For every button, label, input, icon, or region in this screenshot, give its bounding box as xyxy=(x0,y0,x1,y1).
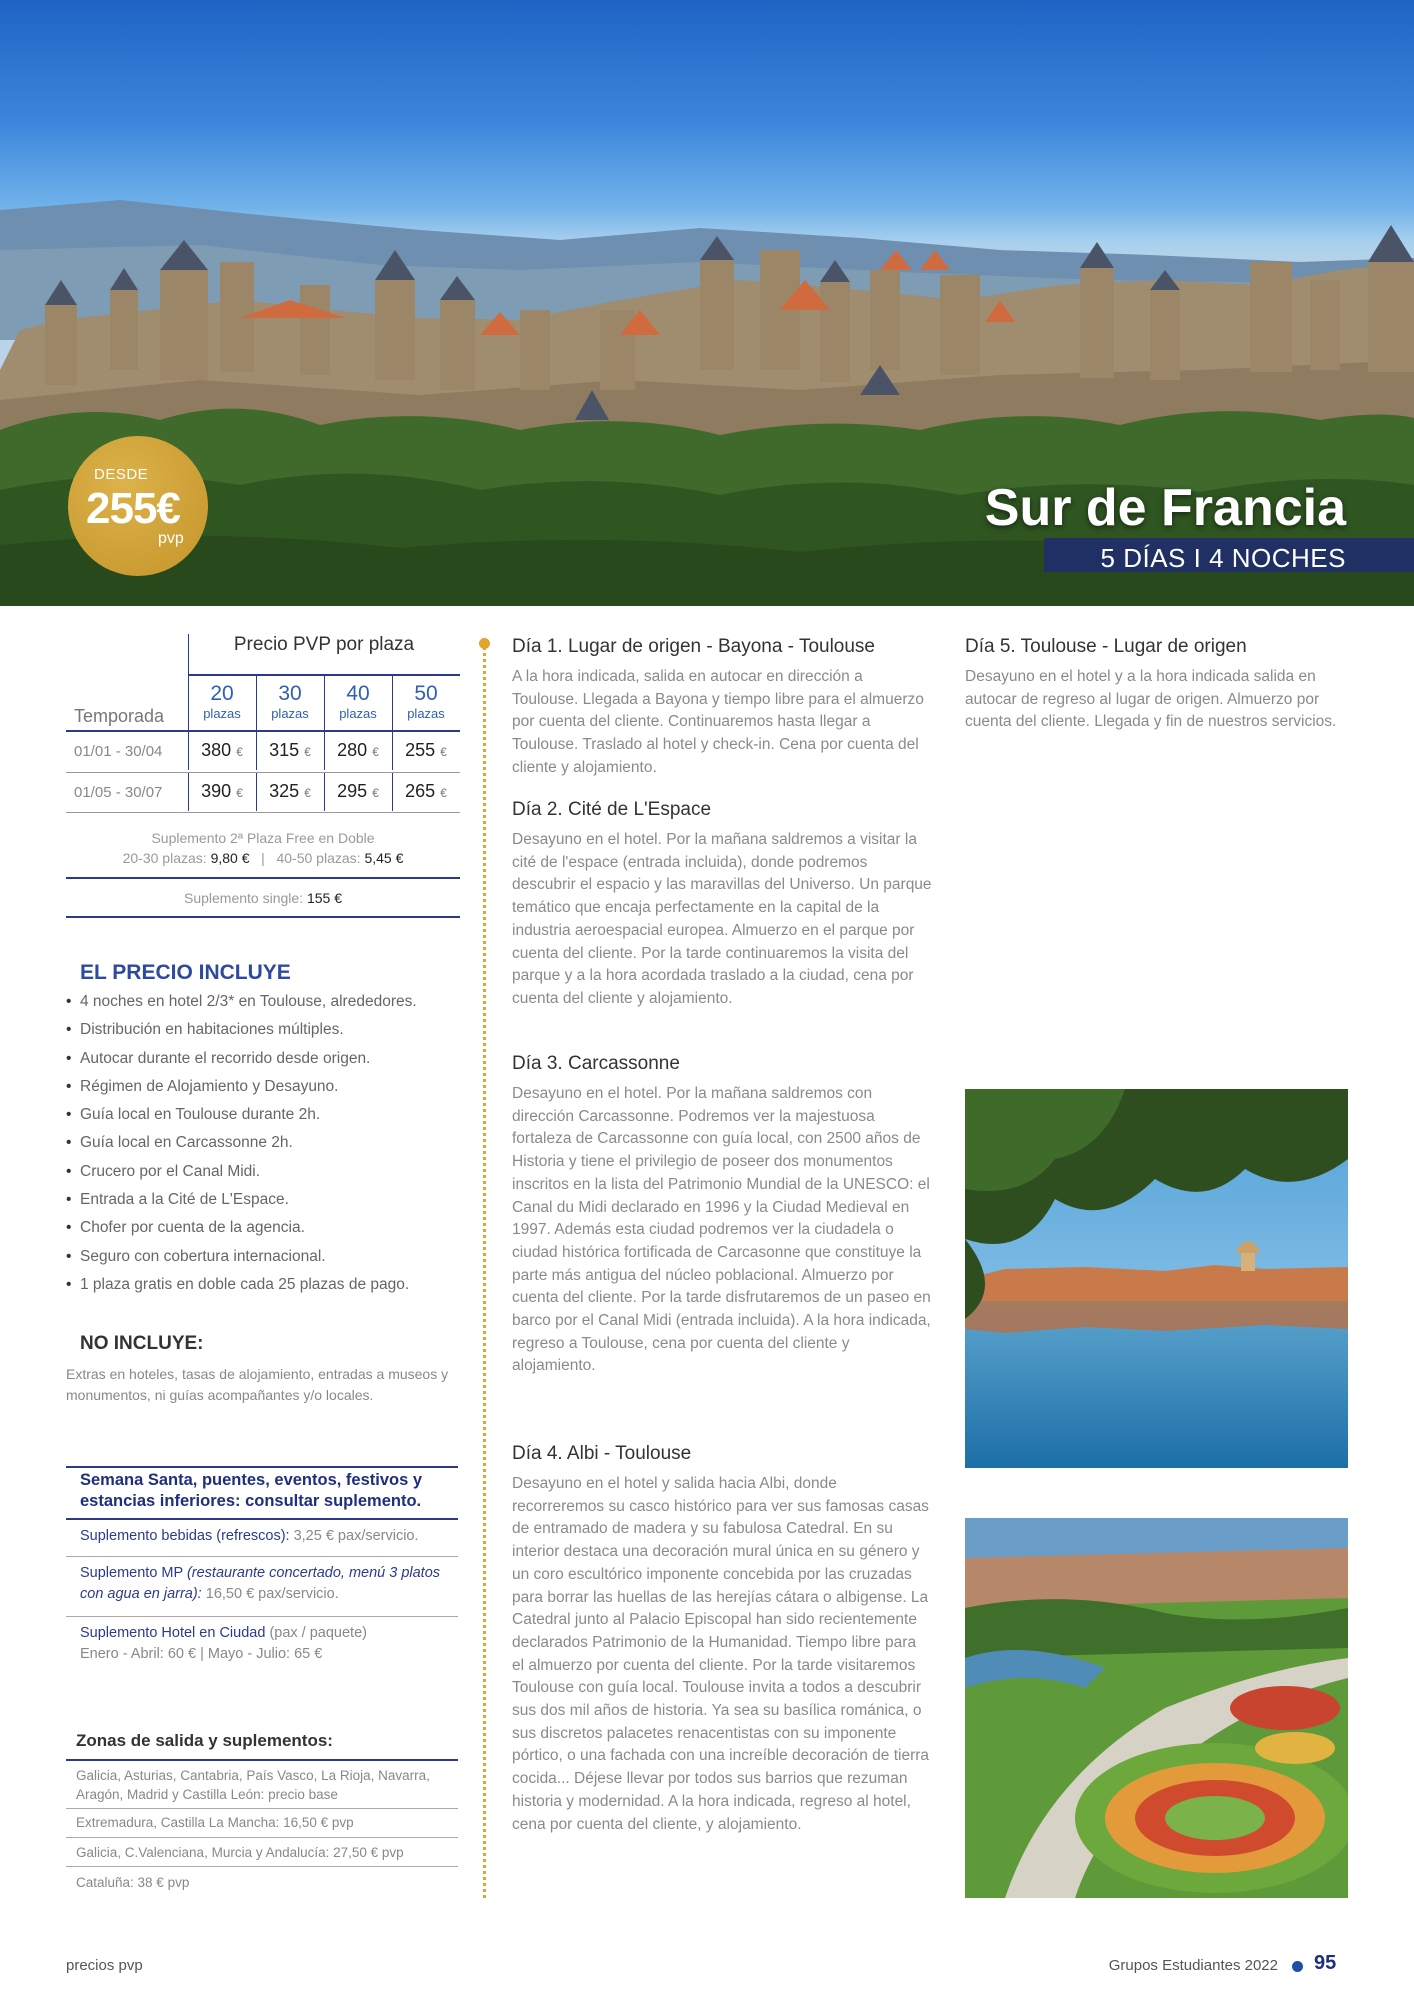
list-item: • Chofer por cuenta de la agencia. xyxy=(64,1218,464,1238)
table-row: 01/01 - 30/04 380 € 315 € 280 € 255 € xyxy=(66,732,460,770)
table-divider xyxy=(66,916,460,918)
zona-item: Extremadura, Castilla La Mancha: 16,50 € pvp xyxy=(76,1815,354,1830)
incluye-list xyxy=(64,992,464,1303)
suplemento-plaza-free-prices: 20-30 plazas: 9,80 € | 40-50 plazas: 5,45 € xyxy=(122,850,404,866)
list-item: • Autocar durante el recorrido desde origen. xyxy=(64,1049,464,1069)
list-item: • Guía local en Toulouse durante 2h. xyxy=(64,1105,464,1125)
day-5-text: Desayuno en el hotel y a la hora indicada salida en autocar de regreso al lugar de origen. Almuerzo por cuenta del cliente. Llegada y fin de nuestros servicios. xyxy=(965,668,1337,731)
page-number: 95 xyxy=(1314,1952,1337,1974)
column-50-plazas: 50 plazas xyxy=(407,682,445,721)
suplemento-mp: Suplemento MP (restaurante concertado, menú 3 platos con agua en jarra): 16,50 € pax/servicio. xyxy=(80,1565,441,1602)
no-incluye-text: Extras en hoteles, tasas de alojamiento, entradas a museos y monumentos, ni guías acompañantes y/o locales. xyxy=(66,1366,449,1403)
section-divider xyxy=(66,1616,458,1617)
day-2-text: Desayuno en el hotel. Por la mañana saldremos a visitar la cité de l'espace (entrada incluida), donde podremos descubrir el espacio y las maravillas del Universo. Un parque temático que encaja perfectamente en la capital de la industria aeroespacial europea. Almuerzo en el parque por cuenta del cliente. Por la tarde continuaremos la visita del parque y a la hora acordada traslado a la ciudad, cena por cuenta del cliente y alojamiento. xyxy=(512,831,932,1007)
table-row: 01/05 - 30/07 390 € 325 € 295 € 265 € xyxy=(66,773,460,811)
day-2-title: Día 2. Cité de L'Espace xyxy=(512,799,712,820)
incluye-title: EL PRECIO INCLUYE xyxy=(80,961,291,984)
badge-pvp: pvp xyxy=(158,530,184,547)
no-incluye-title: NO INCLUYE: xyxy=(80,1333,204,1354)
badge-amount: 255€ xyxy=(86,484,180,533)
column-40-plazas: 40 plazas xyxy=(339,682,377,721)
column-20-plazas: 20 plazas xyxy=(203,682,241,721)
list-item: • Entrada a la Cité de L'Espace. xyxy=(64,1190,464,1210)
suplemento-bebidas: Suplemento bebidas (refrescos): 3,25 € pax/servicio. xyxy=(80,1528,419,1544)
season-column-label: Temporada xyxy=(74,706,165,726)
section-divider xyxy=(66,1837,458,1838)
table-divider xyxy=(66,812,460,813)
price-table xyxy=(66,634,460,904)
day-1-title: Día 1. Lugar de origen - Bayona - Toulouse xyxy=(512,636,875,657)
badge-desde: DESDE xyxy=(94,466,149,483)
zona-item: Cataluña: 38 € pvp xyxy=(76,1875,190,1890)
semana-santa-note: Semana Santa, puentes, eventos, festivos y estancias inferiores: consultar suplemento. xyxy=(80,1471,423,1510)
section-divider xyxy=(66,1466,458,1468)
day-5-title: Día 5. Toulouse - Lugar de origen xyxy=(965,636,1247,657)
footer-left: precios pvp xyxy=(66,1957,143,1974)
section-divider xyxy=(66,1866,458,1867)
zonas-title: Zonas de salida y suplementos: xyxy=(76,1731,333,1750)
suplemento-plaza-free: Suplemento 2ª Plaza Free en Doble xyxy=(151,830,375,846)
day-3-text: Desayuno en el hotel. Por la mañana saldremos con dirección Carcassonne. Podremos ver la majestuosa fortaleza de Carcassonne con guía local, con 2500 años de Historia y tiene el privilegio de poseer dos monumentos inscritos en la lista del Patrimonio Mundial de la UNESCO: el Canal du Midi declarado en 1996 y la Ciudad Medieval en 1997. Además esta ciudad podremos ver la ciudadela o ciudad histórica fortificada de Carcasonne que constituye la parte más antigua del núcleo poblacional. Almuerzo por cuenta del cliente. Por la tarde disfrutaremos de un paseo en barco por el Canal Midi (entrada incluida). A la hora indicada, regreso a Toulouse, cena por cuenta del cliente y alojamiento. xyxy=(512,1085,931,1375)
day-4-text: Desayuno en el hotel y salida hacia Albi, donde recorreremos su casco histórico para ver sus famosas casas de entramado de madera y su fabulosa Catedral. En su interior destaca una decoración mural única en su género y un coro escultórico imponente concebida por las cruzadas para borrar las huellas de las herejías cátara o albigense. La Catedral junto al Palacio Episcopal han sido recientemente declarados Patrimonio de la Humanidad. Tiempo libre para el almuerzo por cuenta del cliente. Por la tarde visitaremos Toulouse con guía local. Toulouse invita a todos a descubrir sus dos mil años de historia. Ya sea su basílica románica, o sus discretos palacetes renacentistas con su imponente pórtico, o una fachada con una increíble decoración de tierra cocida... Déjese llevar por todos sus barrios que rezuman historia y modernidad. A la hora indicada, regreso al hotel, cena por cuenta del cliente, y alojamiento. xyxy=(512,1475,930,1833)
toulouse-river-photo xyxy=(965,1089,1348,1468)
hero-banner xyxy=(0,0,1414,606)
footer-publication: Grupos Estudiantes 2022 xyxy=(1108,1957,1278,1974)
column-30-plazas: 30 plazas xyxy=(271,682,309,721)
list-item: • Seguro con cobertura internacional. xyxy=(64,1247,464,1267)
section-divider xyxy=(66,1518,458,1520)
list-item: • Guía local en Carcassonne 2h. xyxy=(64,1133,464,1153)
day-1-text: A la hora indicada, salida en autocar en dirección a Toulouse. Llegada a Bayona y tiempo libre para el almuerzo por cuenta del cliente. Continuaremos hasta llegar a Toulouse. Traslado al hotel y check-in. Cena por cuenta del cliente y alojamiento. xyxy=(512,668,924,776)
footer-dot-icon xyxy=(1292,1961,1303,1972)
price-badge xyxy=(68,436,208,576)
page-subtitle: 5 DÍAS I 4 NOCHES xyxy=(1100,543,1346,573)
page-title: Sur de Francia xyxy=(984,479,1346,537)
day-3-title: Día 3. Carcassonne xyxy=(512,1053,680,1074)
section-divider xyxy=(66,1556,458,1557)
list-item: • 1 plaza gratis en doble cada 25 plazas de pago. xyxy=(64,1275,464,1295)
list-item: • Régimen de Alojamiento y Desayuno. xyxy=(64,1077,464,1097)
list-item: • 4 noches en hotel 2/3* en Toulouse, alrededores. xyxy=(64,992,464,1012)
day-4-title: Día 4. Albi - Toulouse xyxy=(512,1443,692,1464)
list-item: • Distribución en habitaciones múltiples. xyxy=(64,1020,464,1040)
zona-item: Galicia, Asturias, Cantabria, País Vasco, La Rioja, Navarra, Aragón, Madrid y Castilla León: precio base xyxy=(76,1768,430,1802)
zona-item: Galicia, C.Valenciana, Murcia y Andalucía: 27,50 € pvp xyxy=(76,1845,404,1860)
section-divider xyxy=(66,1759,458,1761)
section-divider xyxy=(66,1808,458,1809)
price-table-header: Precio PVP por plaza xyxy=(233,634,415,655)
list-item: • Crucero por el Canal Midi. xyxy=(64,1162,464,1182)
suplemento-hotel: Suplemento Hotel en Ciudad (pax / paquete) Enero - Abril: 60 € | Mayo - Julio: 65 € xyxy=(80,1625,367,1662)
table-divider xyxy=(66,877,460,879)
dotted-divider xyxy=(483,642,486,1898)
albi-garden-photo xyxy=(965,1518,1348,1898)
suplemento-single: Suplemento single: 155 € xyxy=(183,890,342,906)
